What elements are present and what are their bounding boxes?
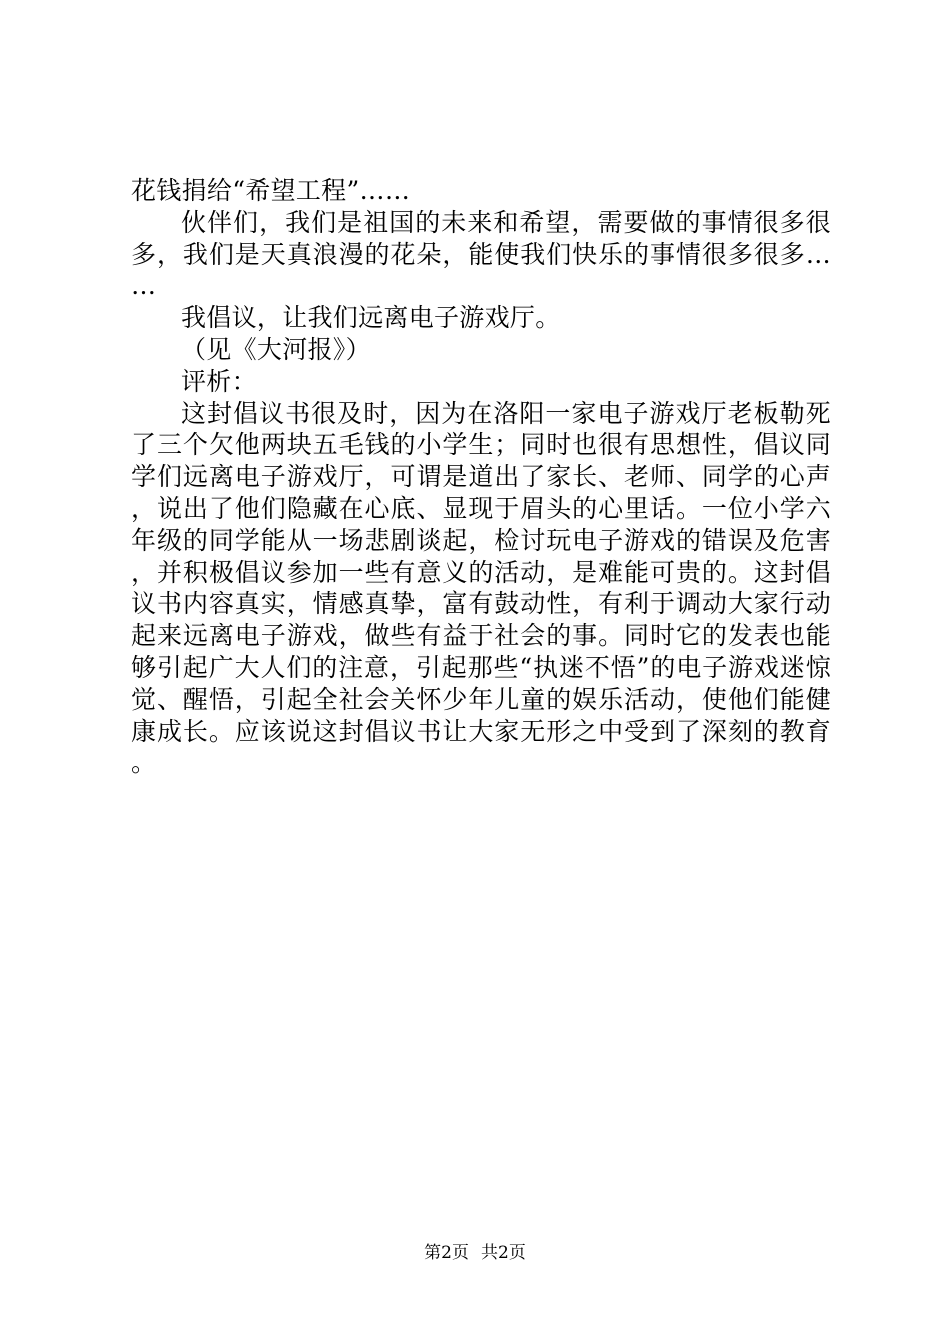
paragraph-source: （见《大河报》） (181, 334, 371, 364)
page-number: 第2页 (424, 1243, 469, 1263)
page-total: 共2页 (481, 1243, 526, 1263)
paragraph-appeal: 伙伴们，我们是祖国的未来和希望，需要做的事情很多很多，我们是天真浪漫的花朵，能使我们快乐的事情很多很多…… (131, 207, 831, 301)
document-body (131, 175, 831, 779)
page-footer (0, 1243, 950, 1263)
paragraph-analysis-heading: 评析： (181, 366, 257, 396)
paragraph-continuation: 花钱捐给“希望工程”…… (131, 176, 411, 205)
paragraph-analysis: 这封倡议书很及时，因为在洛阳一家电子游戏厅老板勒死了三个欠他两块五毛钱的小学生；同时也很有思想性，倡议同学们远离电子游戏厅，可谓是道出了家长、老师、同学的心声，说出了他们隐藏在心底、显现于眉头的心里话。一位小学六年级的同学能从一场悲剧谈起，检讨玩电子游戏的错误及危害，并积极倡议参加一些有意义的活动，是难能可贵的。这封倡议书内容真实，情感真挚，富有鼓动性，有利于调动大家行动起来远离电子游戏，做些有益于社会的事。同时它的发表也能够引起广大人们的注意，引起那些“执迷不悟”的电子游戏迷惊觉、醒悟，引起全社会关怀少年儿童的娱乐活动，使他们能健康成长。应该说这封倡议书让大家无形之中受到了深刻的教育。 (131, 398, 831, 778)
paragraph-proposal: 我倡议，让我们远离电子游戏厅。 (181, 303, 561, 333)
